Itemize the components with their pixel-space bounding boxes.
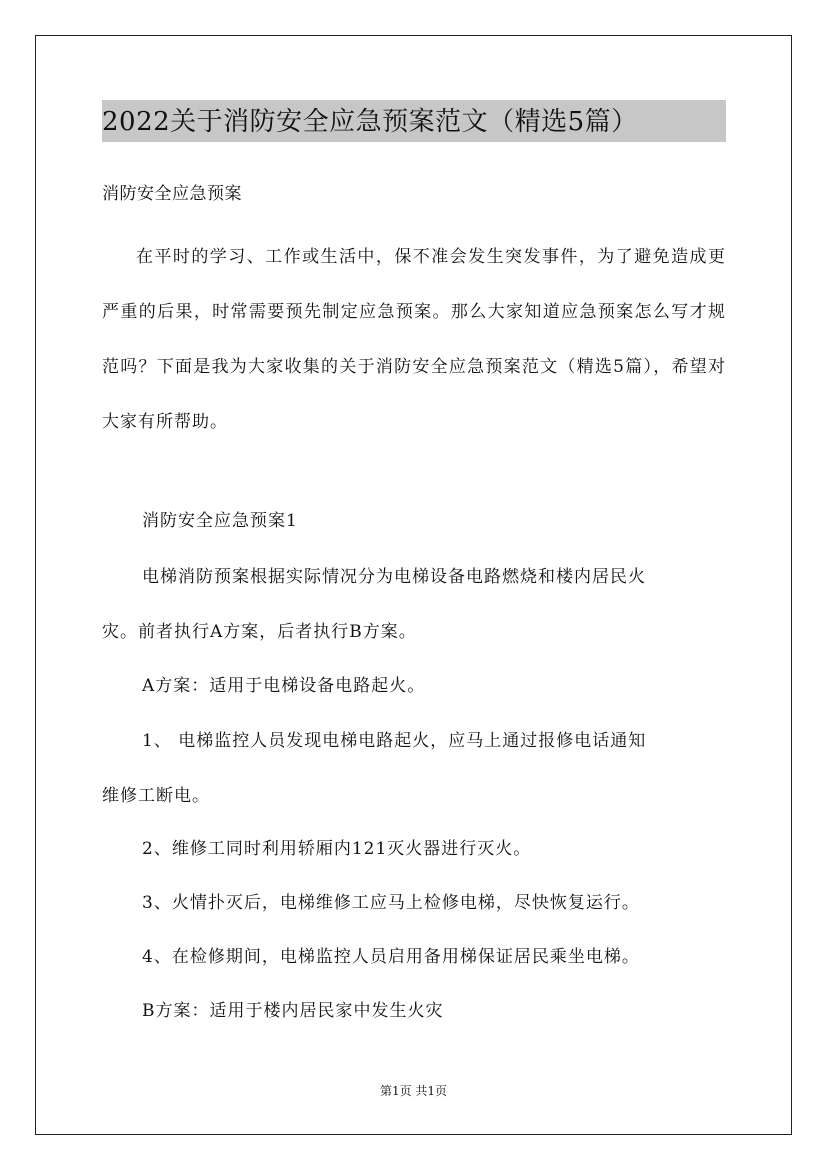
list-item: 1、 电梯监控人员发现电梯电路起火，应马上通过报修电话通知	[142, 731, 647, 751]
list-item: 4、在检修期间，电梯监控人员启用备用梯保证居民乘坐电梯。	[142, 947, 640, 967]
section-heading: 消防安全应急预案1	[142, 511, 298, 531]
intro-paragraph: 在平时的学习、工作或生活中，保不准会发生突发事件，为了避免造成更严重的后果，时常需要预先制定应急预案。那么大家知道应急预案怎么写才规范吗？下面是我为大家收集的关于消防安全应急预案范文（精选5篇），希望对大家有所帮助。	[102, 247, 726, 432]
document-subtitle: 消防安全应急预案	[102, 184, 242, 204]
list-item: 2、维修工同时利用轿厢内121灭火器进行灭火。	[142, 839, 532, 859]
paragraph-line: 电梯消防预案根据实际情况分为电梯设备电路燃烧和楼内居民火	[142, 567, 646, 587]
plan-b-heading: B方案：适用于楼内居民家中发生火灾	[142, 1001, 444, 1021]
document-title: 2022关于消防安全应急预案范文（精选5篇）	[102, 107, 638, 137]
list-item: 3、火情扑灭后，电梯维修工应马上检修电梯，尽快恢复运行。	[142, 893, 640, 913]
page-footer: 第1页 共1页	[379, 1084, 448, 1098]
paragraph-line: 灾。前者执行A方案，后者执行B方案。	[102, 622, 417, 642]
list-item-continuation: 维修工断电。	[102, 786, 210, 806]
plan-a-heading: A方案：适用于电梯设备电路起火。	[142, 676, 426, 696]
